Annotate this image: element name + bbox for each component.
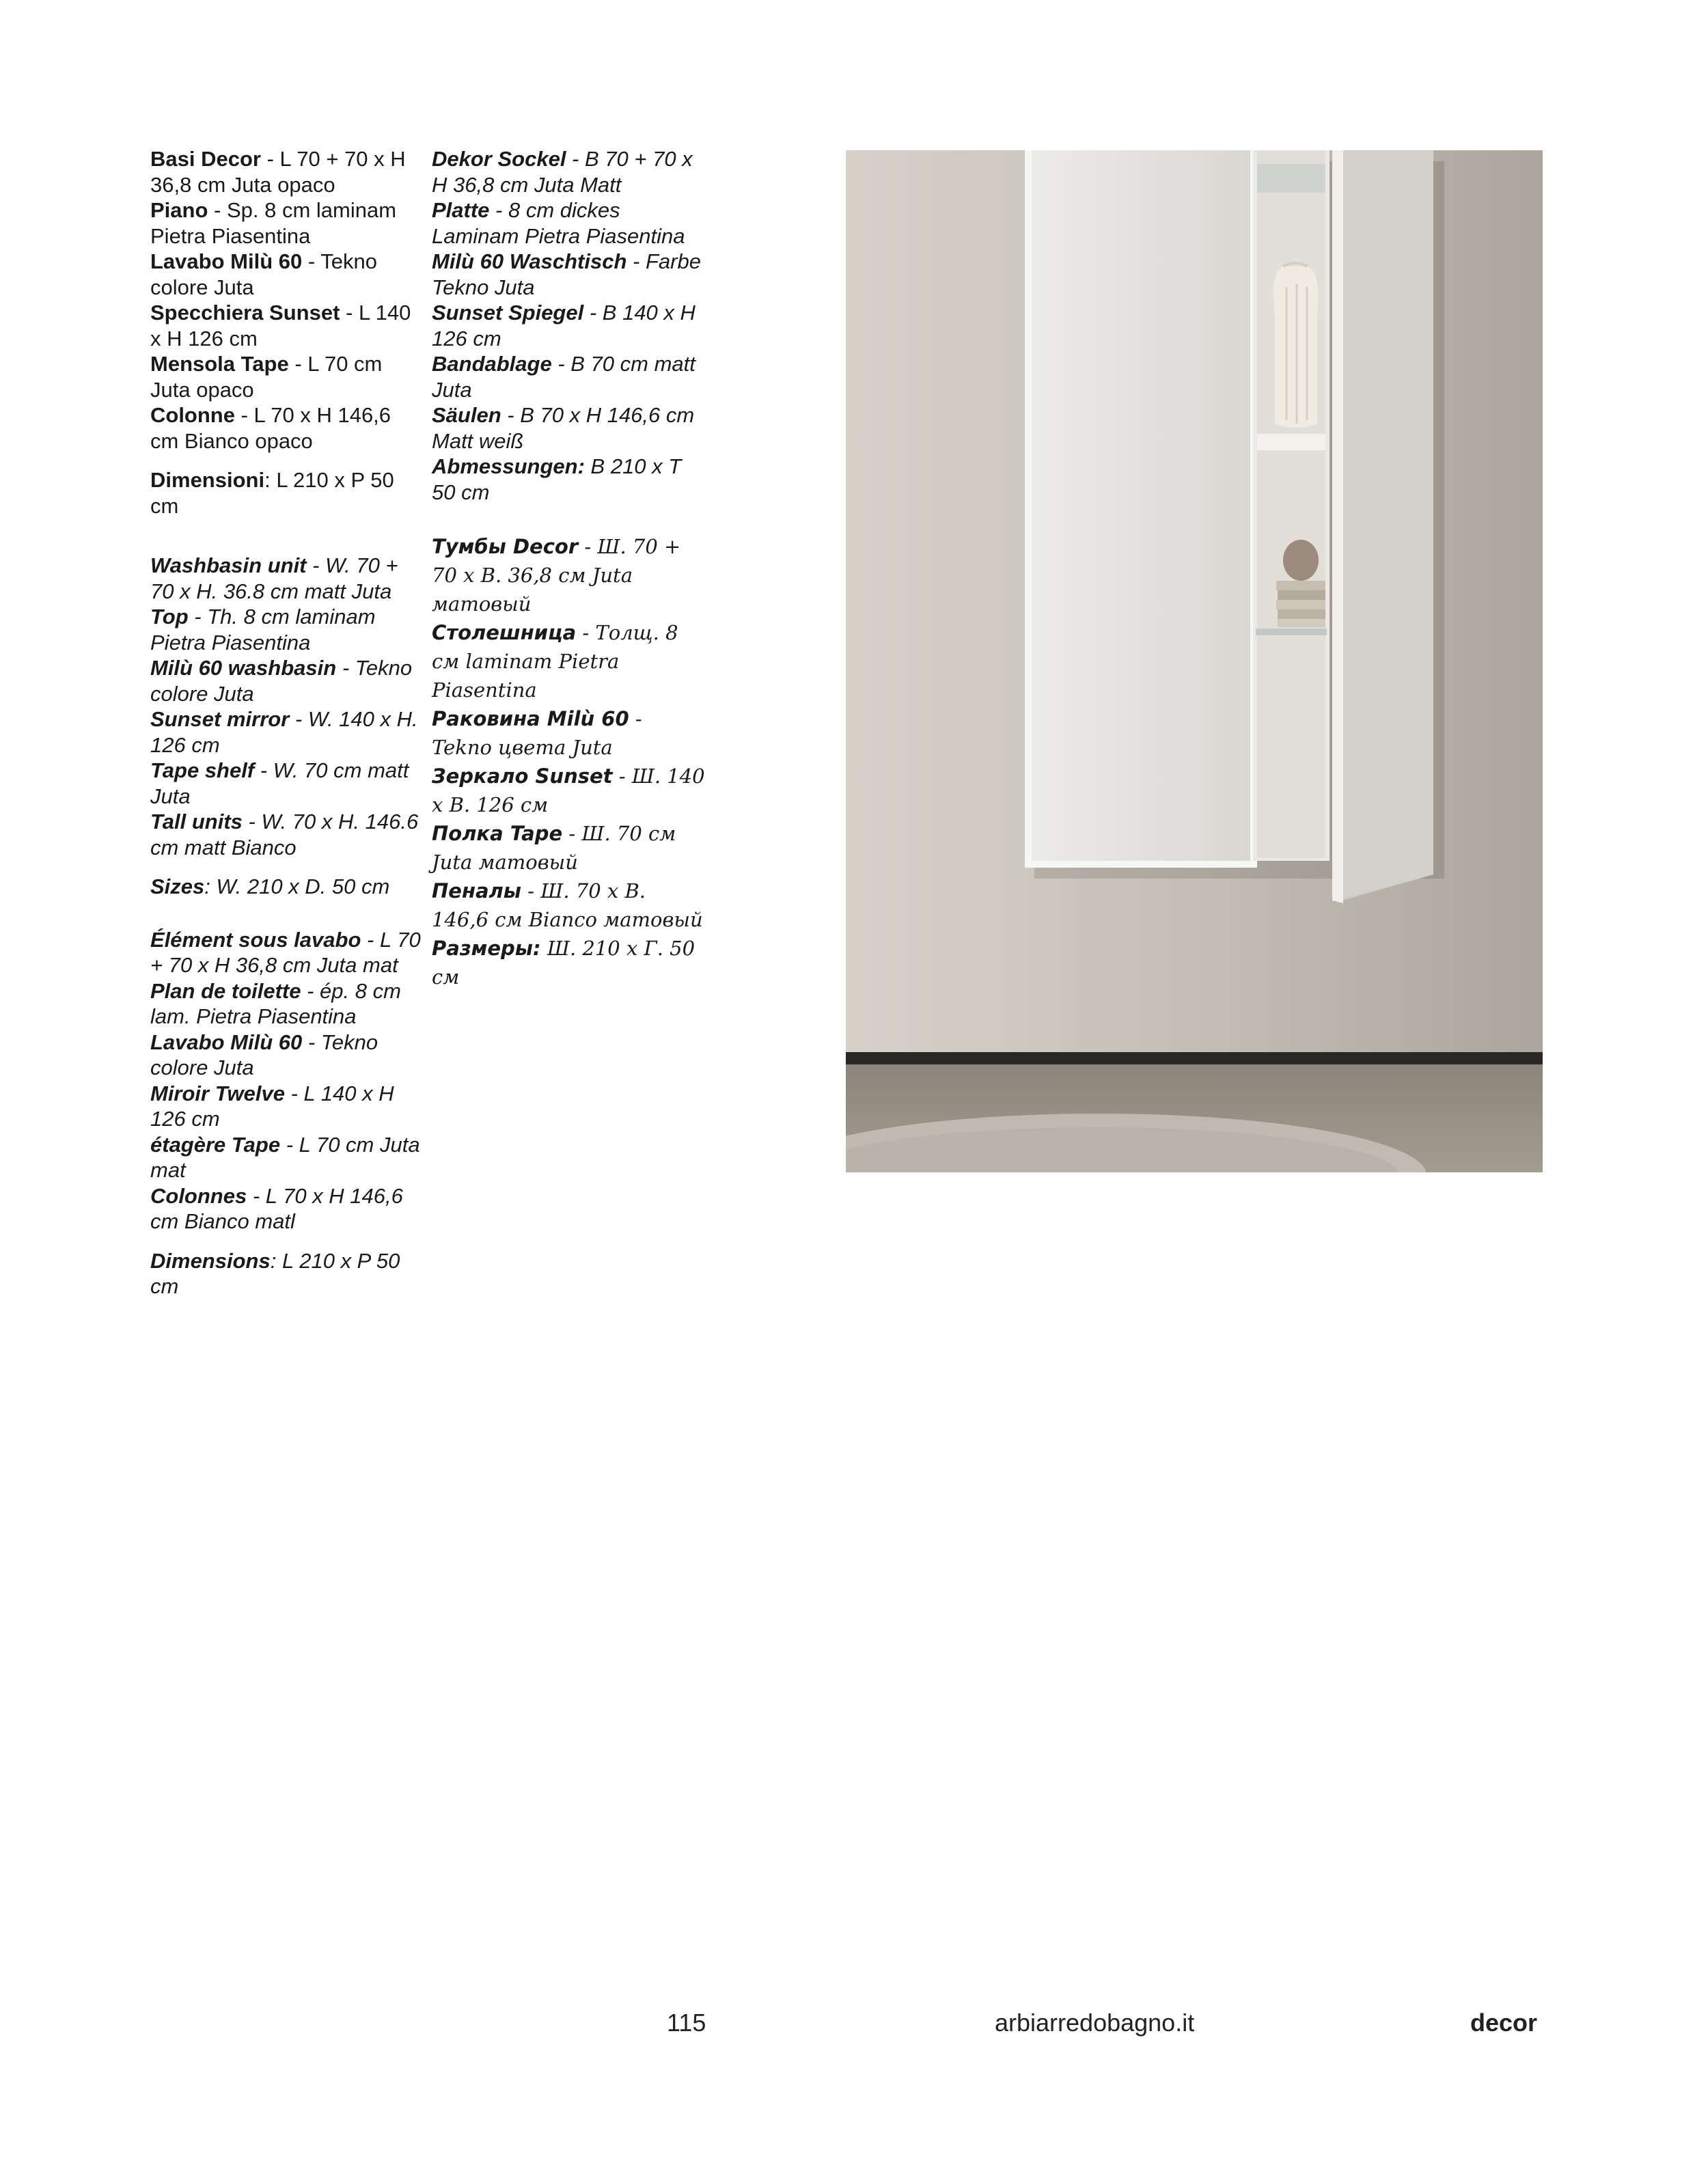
en-spec-1: Washbasin unit - W. 70 + 70 x H. 36.8 cm matt Juta bbox=[150, 553, 398, 603]
spec-column-right bbox=[432, 146, 705, 991]
ru-dimensions: Размеры: Ш. 210 x Г. 50 см bbox=[432, 937, 695, 989]
de-spec-5: Bandablage - B 70 cm matt Juta bbox=[432, 352, 695, 402]
fr-spec-6: Colonnes - L 70 x H 146,6 cm Bianco matl bbox=[150, 1183, 403, 1233]
it-spec-6: Colonne - L 70 x H 146,6 cm Bianco opaco bbox=[150, 403, 391, 453]
fr-spec-5: étagère Tape - L 70 cm Juta mat bbox=[150, 1132, 420, 1182]
it-spec-3: Lavabo Milù 60 - Tekno colore Juta bbox=[150, 249, 377, 299]
ru-spec-1: Тумбы Decor - Ш. 70 + 70 x В. 36,8 см Juta матовый bbox=[432, 535, 681, 616]
page-number: 115 bbox=[667, 2009, 706, 2037]
spec-column-left bbox=[150, 146, 424, 1299]
de-spec-1: Dekor Sockel - B 70 + 70 x H 36,8 cm Juta Matt bbox=[432, 147, 693, 197]
it-spec-5: Mensola Tape - L 70 cm Juta opaco bbox=[150, 352, 383, 402]
en-spec-6: Tall units - W. 70 x H. 146.6 cm matt Bianco bbox=[150, 810, 419, 859]
en-spec-2: Top - Th. 8 cm laminam Pietra Piasentina bbox=[150, 605, 376, 655]
en-sizes: Sizes: W. 210 x D. 50 cm bbox=[150, 874, 390, 898]
collection-name: decor bbox=[1470, 2009, 1538, 2037]
fr-spec-1: Élément sous lavabo - L 70 + 70 x H 36,8 cm Juta mat bbox=[150, 927, 421, 977]
ru-spec-5: Полка Tape - Ш. 70 см Juta матовый bbox=[432, 822, 676, 874]
tall-cabinet-illustration bbox=[846, 150, 1543, 1172]
ru-spec-6: Пеналы - Ш. 70 x В. 146,6 см Bianco матовый bbox=[432, 879, 703, 931]
de-dimensions: Abmessungen: B 210 x T 50 cm bbox=[432, 454, 682, 504]
de-spec-6: Säulen - B 70 x H 146,6 cm Matt weiß bbox=[432, 403, 695, 453]
fr-dimensions: Dimensions: L 210 x P 50 cm bbox=[150, 1248, 400, 1298]
ru-spec-4: Зеркало Sunset - Ш. 140 x В. 126 см bbox=[432, 764, 705, 816]
ru-spec-2: Столешница - Толщ. 8 см laminam Pietra Piasentina bbox=[432, 621, 678, 702]
fr-spec-4: Miroir Twelve - L 140 x H 126 cm bbox=[150, 1081, 394, 1131]
fr-spec-3: Lavabo Milù 60 - Tekno colore Juta bbox=[150, 1030, 378, 1079]
fr-spec-2: Plan de toilette - ép. 8 cm lam. Pietra Piasentina bbox=[150, 978, 401, 1028]
de-spec-3: Milù 60 Waschtisch - Farbe Tekno Juta bbox=[432, 249, 701, 299]
product-photo bbox=[846, 150, 1543, 1172]
it-spec-4: Specchiera Sunset - L 140 x H 126 cm bbox=[150, 301, 411, 350]
it-dimensions: Dimensioni: L 210 x P 50 cm bbox=[150, 468, 394, 518]
it-spec-2: Piano - Sp. 8 cm laminam Pietra Piasentina bbox=[150, 198, 397, 248]
website-link[interactable]: arbiarredobagno.it bbox=[995, 2009, 1195, 2037]
ru-spec-3: Раковина Milù 60 - Tekno цвета Juta bbox=[432, 707, 642, 759]
en-spec-3: Milù 60 washbasin - Tekno colore Juta bbox=[150, 656, 413, 706]
de-spec-4: Sunset Spiegel - B 140 x H 126 cm bbox=[432, 301, 695, 350]
it-spec-1: Basi Decor - L 70 + 70 x H 36,8 cm Juta opaco bbox=[150, 147, 406, 197]
en-spec-5: Tape shelf - W. 70 cm matt Juta bbox=[150, 758, 409, 808]
de-spec-2: Platte - 8 cm dickes Laminam Pietra Piasentina bbox=[432, 198, 685, 248]
en-spec-4: Sunset mirror - W. 140 x H. 126 cm bbox=[150, 707, 418, 757]
